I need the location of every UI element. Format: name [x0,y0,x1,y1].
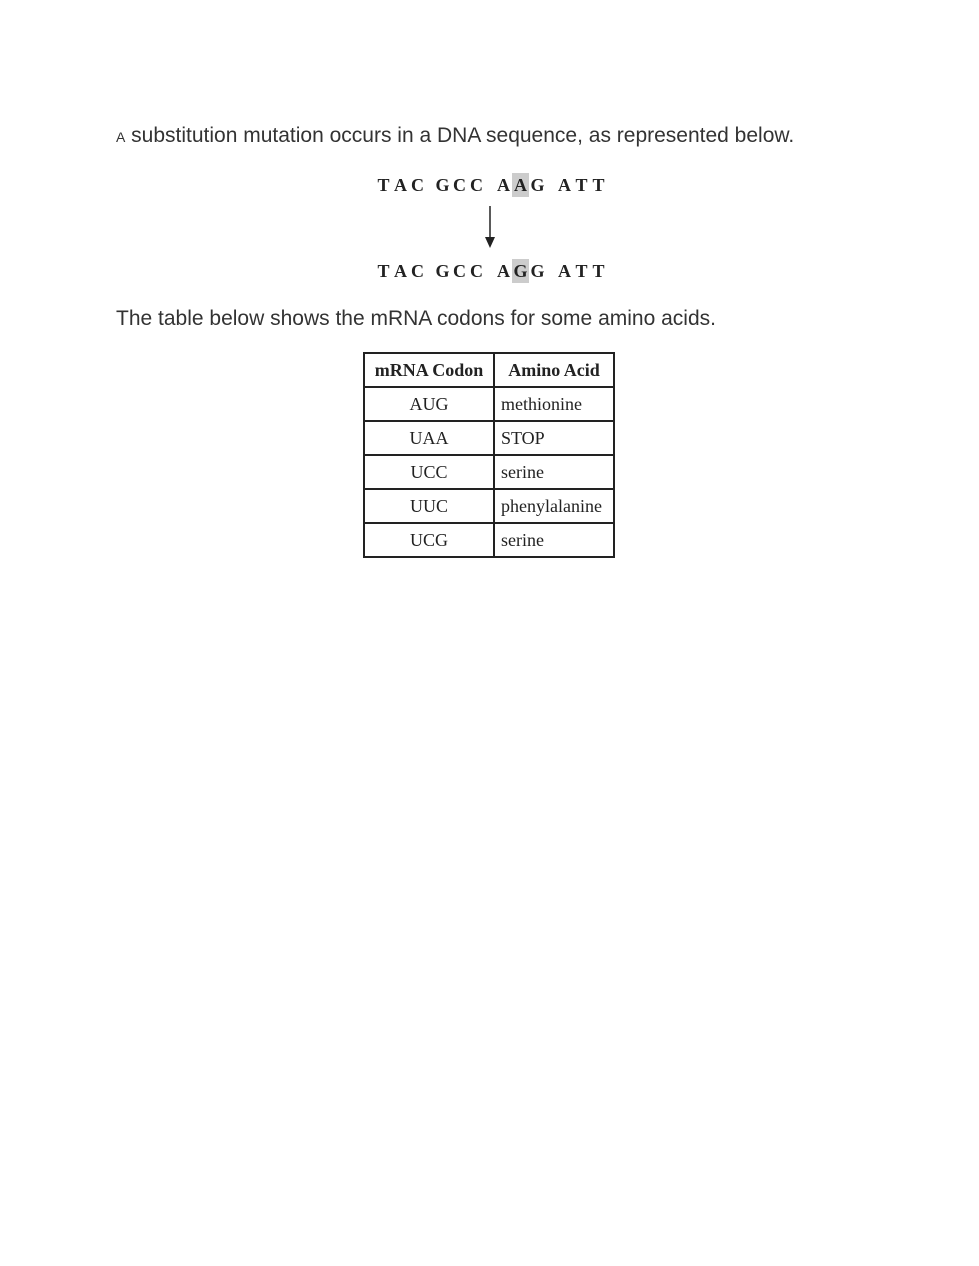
dna-base: A [497,261,510,281]
dna-base: T [592,175,605,195]
codon-table-header-row [364,353,614,387]
dna-base: C [411,175,424,195]
header-amino-acid: Amino Acid [494,353,614,387]
dna-base-highlighted: G [513,261,528,281]
amino-acid-cell: STOP [494,421,614,455]
codon-cell: AUG [364,387,494,421]
dna-base: T [377,261,390,281]
dna-base: C [470,261,483,281]
codon-cell: UCG [364,523,494,557]
dna-codon [375,259,426,283]
amino-acid-cell: serine [494,455,614,489]
dna-base: G [435,261,450,281]
dna-base: C [453,261,466,281]
down-arrow-icon [480,206,500,248]
dna-base-highlighted: A [514,175,527,195]
dna-codon [495,173,546,197]
dna-base: A [558,175,571,195]
table-row [364,523,614,557]
dna-sequence-mutated [375,259,615,283]
dna-base: A [558,261,571,281]
dna-base: A [394,175,407,195]
dna-base: A [497,175,510,195]
table-row [364,421,614,455]
codon-table [363,352,615,558]
table-row [364,489,614,523]
table-row [364,387,614,421]
dna-base: G [530,261,545,281]
dna-base: T [575,175,588,195]
dna-base: G [435,175,450,195]
dna-sequence-original [375,173,615,197]
question-intro [116,122,794,151]
codon-cell: UUC [364,489,494,523]
codon-cell: UCC [364,455,494,489]
dna-base: G [530,175,545,195]
dna-codon [556,173,607,197]
amino-acid-cell: methionine [494,387,614,421]
dna-base: A [394,261,407,281]
dna-base: C [411,261,424,281]
dna-codon [495,259,546,283]
codon-cell: UAA [364,421,494,455]
dna-base: T [592,261,605,281]
table-intro: The table below shows the mRNA codons for some amino acids. [116,307,716,330]
intro-text: substitution mutation occurs in a DNA sequence, as represented below. [125,124,795,147]
amino-acid-cell: phenylalanine [494,489,614,523]
dna-codon [434,173,485,197]
dna-base: C [453,175,466,195]
dna-base: T [575,261,588,281]
dna-codon [375,173,426,197]
dna-base: C [470,175,483,195]
table-row [364,455,614,489]
dna-codon [556,259,607,283]
dna-base: T [377,175,390,195]
header-mrna-codon: mRNA Codon [364,353,494,387]
amino-acid-cell: serine [494,523,614,557]
intro-prefix: A [116,129,126,145]
dna-codon [434,259,485,283]
